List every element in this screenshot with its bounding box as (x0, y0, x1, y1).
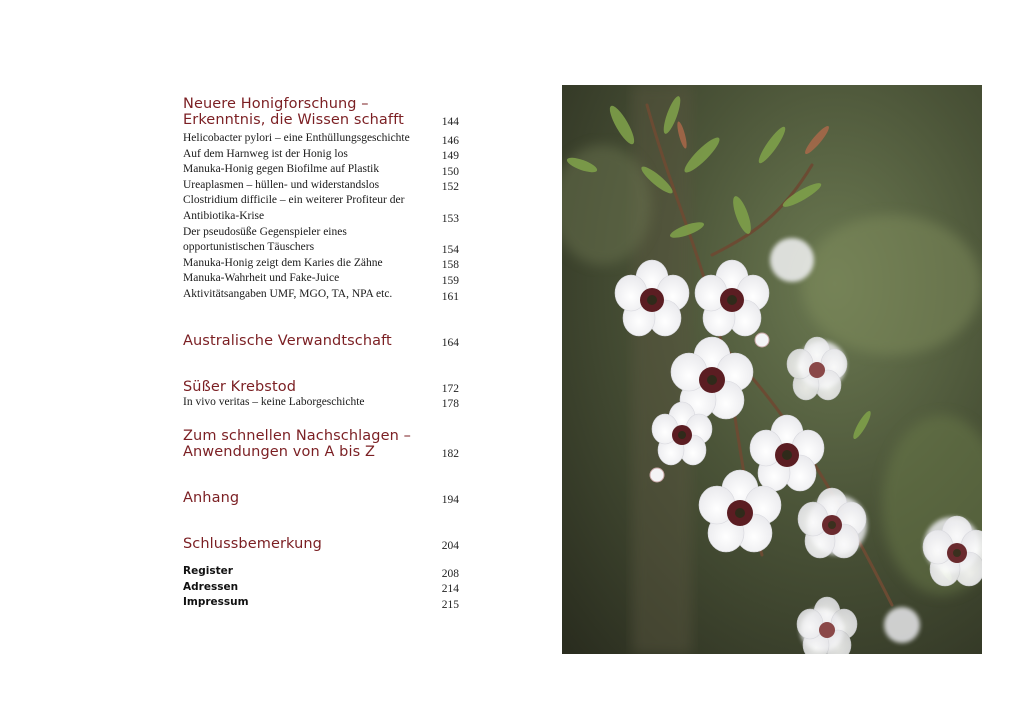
toc-entry-page: 161 (441, 290, 459, 303)
toc-entry-aktivitaetsangaben[interactable] (183, 287, 463, 303)
toc-entry-page: 194 (441, 494, 459, 507)
toc-entry-title: Manuka-Honig gegen Biofilme auf Plastik (183, 163, 380, 176)
toc-entry-title: Helicobacter pylori – eine Enthüllungsgeschichte (183, 132, 410, 144)
toc-entry-gegenspieler[interactable] (183, 225, 463, 256)
toc-entry-page: 178 (441, 398, 459, 411)
toc-entry-nachschlagen[interactable] (183, 428, 463, 460)
toc-entry-title: Schlussbemerkung (183, 536, 322, 553)
toc-entry-title: Ureaplasmen – hüllen- und widerstandslos (183, 178, 380, 191)
toc-entry-page: 158 (441, 259, 459, 272)
toc-entry-page: 214 (441, 583, 459, 596)
toc-entry-neuere-honigforschung[interactable] (183, 96, 463, 128)
toc-entry-page: 150 (441, 165, 459, 178)
toc-entry-page: 164 (441, 336, 459, 349)
toc-entry-in-vivo-veritas[interactable] (183, 395, 463, 411)
photo-illustration (562, 85, 982, 654)
toc-entry-title: Aktivitätsangaben UMF, MGO, TA, NPA etc. (183, 287, 393, 300)
toc-entry-title: Impressum (183, 596, 249, 609)
toc-entry-register[interactable] (183, 564, 463, 580)
toc-entry-title: Auf dem Harnweg ist der Honig los (183, 147, 348, 160)
toc-entry-suesser-krebstod[interactable] (183, 379, 463, 395)
table-of-contents (183, 96, 463, 611)
toc-entry-page: 144 (441, 116, 459, 128)
toc-entry-title: Register (183, 565, 233, 578)
toc-entry-title: In vivo veritas – keine Laborgeschichte (183, 395, 365, 408)
toc-entry-page: 182 (441, 448, 459, 461)
toc-entry-title: Zum schnellen Nachschlagen – Anwendungen von A bis Z (183, 428, 411, 461)
toc-entry-schlussbemerkung[interactable] (183, 536, 463, 552)
toc-entry-helicobacter[interactable] (183, 131, 463, 147)
toc-entry-biofilme[interactable] (183, 162, 463, 178)
toc-entry-title: Anhang (183, 490, 240, 507)
toc-entry-australische-verwandtschaft[interactable] (183, 333, 463, 349)
toc-entry-title: Adressen (183, 580, 239, 593)
toc-entry-adressen[interactable] (183, 580, 463, 596)
toc-entry-page: 208 (441, 567, 459, 580)
toc-entry-ureaplasmen[interactable] (183, 178, 463, 194)
toc-entry-page: 204 (441, 540, 459, 553)
toc-entry-page: 146 (441, 134, 459, 147)
toc-entry-clostridium[interactable] (183, 193, 463, 224)
toc-entry-impressum[interactable] (183, 595, 463, 611)
toc-entry-page: 172 (441, 382, 459, 395)
toc-entry-title: Neuere Honigforschung – Erkenntnis, die Wissen schafft (183, 96, 404, 128)
toc-entry-harnweg[interactable] (183, 147, 463, 163)
toc-entry-karies[interactable] (183, 256, 463, 272)
toc-entry-title: Manuka-Honig zeigt dem Karies die Zähne (183, 256, 383, 269)
toc-entry-title: Australische Verwandtschaft (183, 332, 392, 349)
toc-entry-title: Clostridium difficile – ein weiterer Profiteur der Antibiotika-Krise (183, 194, 405, 222)
toc-entry-page: 215 (441, 598, 459, 611)
toc-entry-fake-juice[interactable] (183, 271, 463, 287)
toc-entry-title: Manuka-Wahrheit und Fake-Juice (183, 272, 340, 285)
toc-entry-page: 154 (441, 243, 459, 256)
toc-entry-page: 159 (441, 274, 459, 287)
toc-entry-page: 153 (441, 212, 459, 225)
toc-entry-anhang[interactable] (183, 490, 463, 506)
toc-entry-page: 152 (441, 181, 459, 194)
toc-entry-title: Süßer Krebstod (183, 378, 297, 395)
manuka-blossoms-photo (562, 85, 982, 654)
toc-entry-title: Der pseudosüße Gegenspieler eines opportunistischen Täuschers (183, 225, 347, 254)
toc-entry-page: 149 (441, 150, 459, 163)
